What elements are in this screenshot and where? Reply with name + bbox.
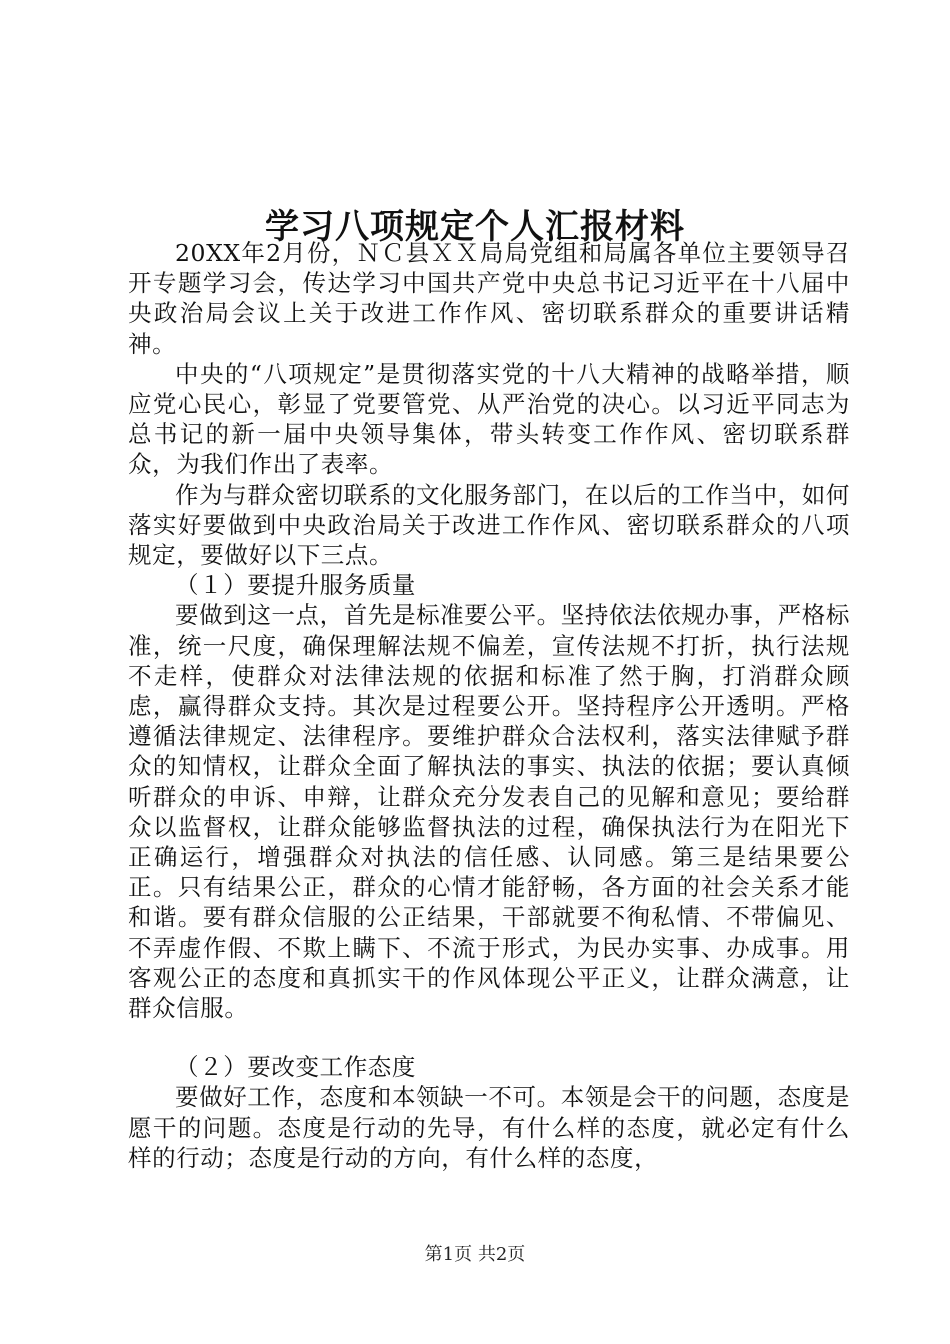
section-1-paragraph: 要做到这一点，首先是标准要公平。坚持依法依规办事，严格标准，统一尺度，确保理解法规不偏差，宣传法规不打折，执行法规不走样，使群众对法律法规的依据和标准了然于胸，打消群众顾虑，赢得群众支持。其次是过程要公开。坚持程序公开透明。严格遵循法律规定、法律程序。要维护群众合法权利，落实法律赋予群众的知情权，让群众全面了解执法的事实、执法的依据；要认真倾听群众的申诉、申辩，让群众充分发表自己的见解和意见；要给群众以监督权，让群众能够监督执法的过程，确保执法行为在阳光下正确运行，增强群众对执法的信任感、认同感。第三是结果要公正。只有结果公正，群众的心情才能舒畅，各方面的社会关系才能和谐。要有群众信服的公正结果，干部就要不徇私情、不带偏见、不弄虚作假、不欺上瞒下、不流于形式，为民办实事、办成事。用客观公正的态度和真抓实干的作风体现公平正义，让群众满意，让群众信服。 [128,601,850,1023]
section-2-paragraph: 要做好工作，态度和本领缺一不可。本领是会干的问题，态度是愿干的问题。态度是行动的先导，有什么样的态度，就必定有什么样的行动；态度是行动的方向，有什么样的态度， [128,1083,850,1172]
intro-paragraph-1: 20XX年2月份，ＮＣ县ＸＸ局局党组和局属各单位主要领导召开专题学习会，传达学习中国共产党中央总书记习近平在十八届中央政治局会议上关于改进工作作风、密切联系群众的重要讲话精神。 [128,239,850,358]
document-body [128,238,850,1173]
page-number-footer: 第1页 共2页 [424,1244,526,1265]
section-2-heading: （２）要改变工作态度 [175,1053,416,1082]
section-1-heading: （１）要提升服务质量 [175,571,416,600]
intro-paragraph-3: 作为与群众密切联系的文化服务部门，在以后的工作当中，如何落实好要做到中央政治局关于改进工作作风、密切联系群众的八项规定，要做好以下三点。 [128,480,850,570]
intro-paragraph-2: 中央的“八项规定”是贯彻落实党的十八大精神的战略举措，顺应党心民心，彰显了党要管党、从严治党的决心。以习近平同志为总书记的新一届中央领导集体，带头转变工作作风、密切联系群众，为我们作出了表率。 [128,359,850,479]
document-title: 学习八项规定个人汇报材料 [265,206,685,247]
paragraph-spacer [128,1023,850,1052]
